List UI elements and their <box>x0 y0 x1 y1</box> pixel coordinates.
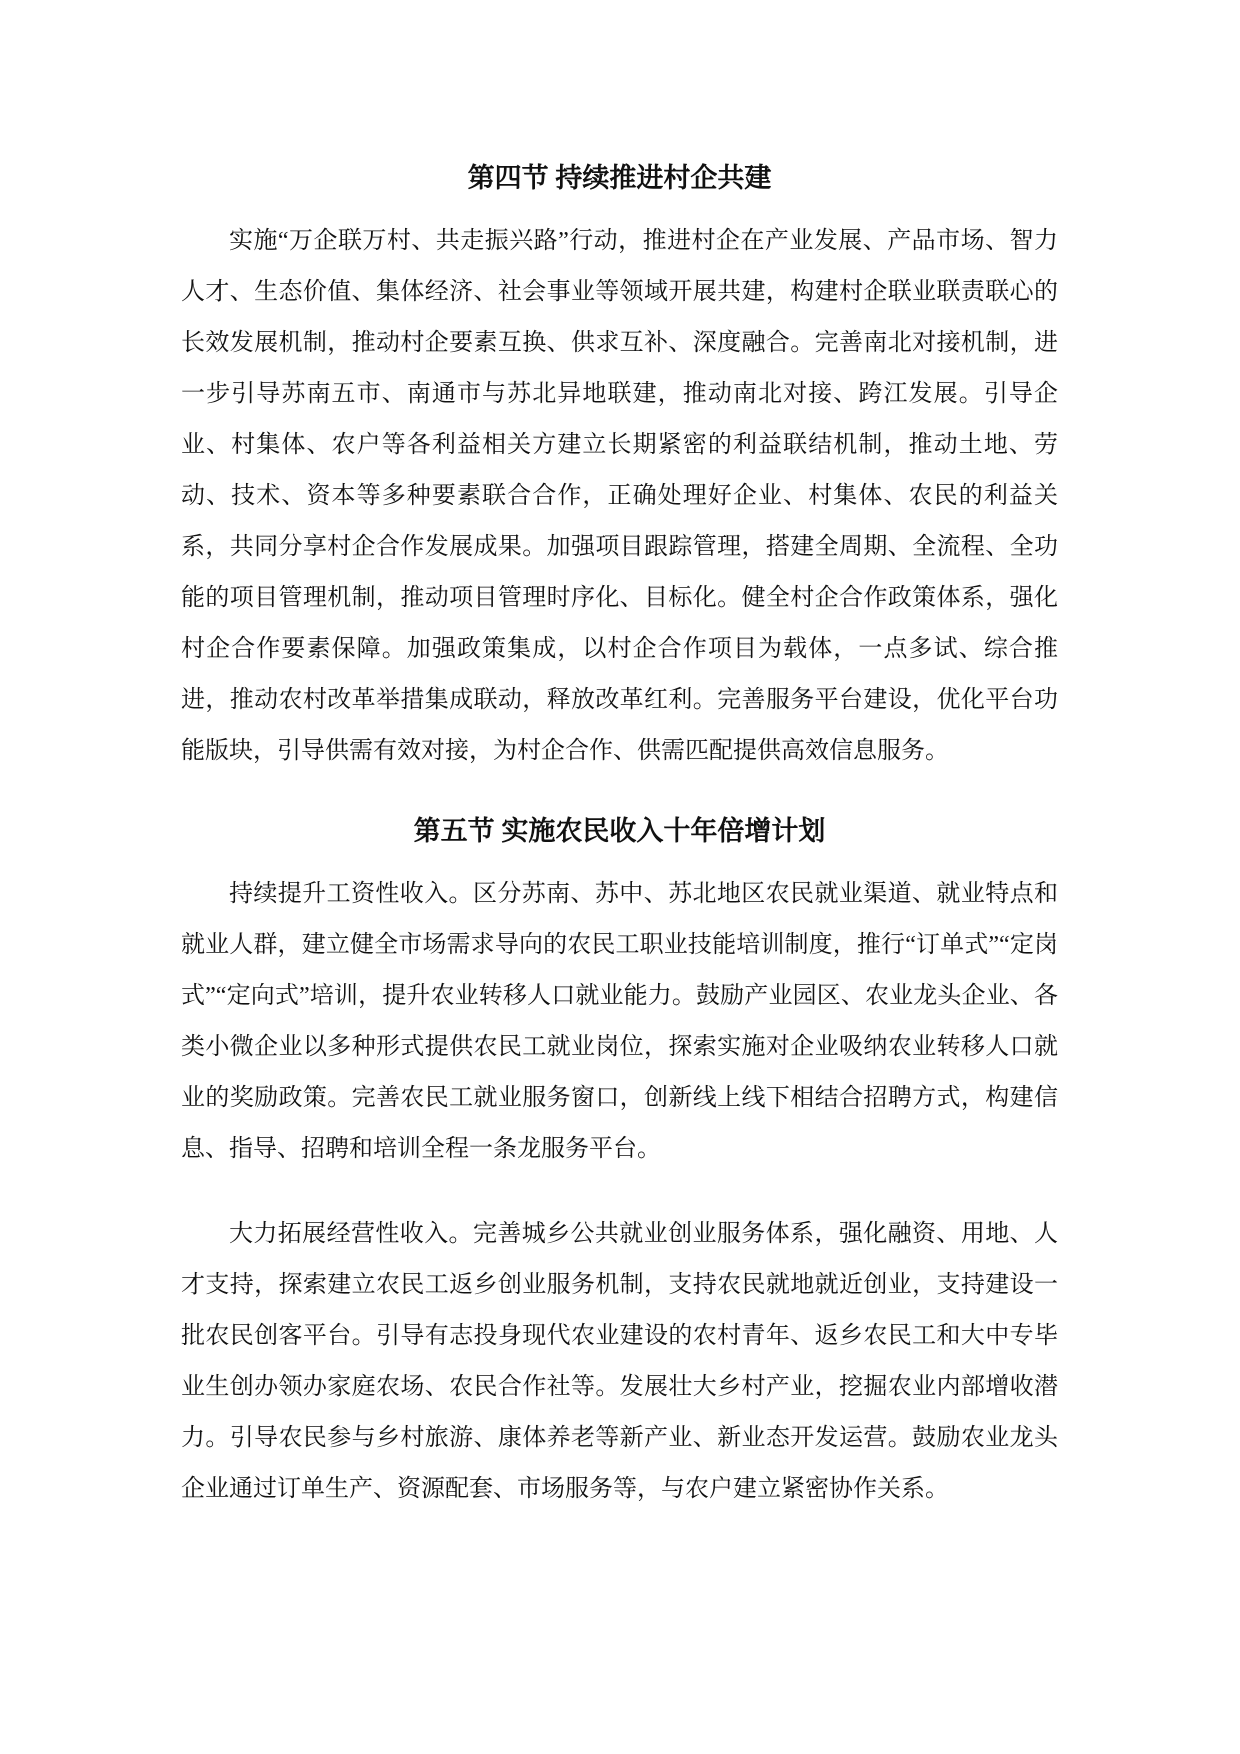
section-heading-4: 第四节 持续推进村企共建 <box>467 163 772 193</box>
body-paragraph: 大力拓展经营性收入。完善城乡公共就业创业服务体系，强化融资、用地、人才支持，探索建立农民工返乡创业服务机制，支持农民就地就近创业，支持建设一批农民创客平台。引导有志投身现代农业建设的农村青年、返乡农民工和大中专毕业生创办领办家庭农场、农民合作社等。发展壮大乡村产业，挖掘农业内部增收潜力。引导农民参与乡村旅游、康体养老等新产业、新业态开发运营。鼓励农业龙头企业通过订单生产、资源配套、市场服务等，与农户建立紧密协作关系。 <box>181 1221 1058 1502</box>
document-content <box>181 158 1058 1549</box>
section-heading-5: 第五节 实施农民收入十年倍增计划 <box>413 816 826 846</box>
body-paragraph: 实施“万企联万村、共走振兴路”行动，推进村企在产业发展、产品市场、智力人才、生态价值、集体经济、社会事业等领域开展共建，构建村企联业联责联心的长效发展机制，推动村企要素互换、供求互补、深度融合。完善南北对接机制，进一步引导苏南五市、南通市与苏北异地联建，推动南北对接、跨江发展。引导企业、村集体、农户等各利益相关方建立长期紧密的利益联结机制，推动土地、劳动、技术、资本等多种要素联合合作，正确处理好企业、村集体、农民的利益关系，共同分享村企合作发展成果。加强项目跟踪管理，搭建全周期、全流程、全功能的项目管理机制，推动项目管理时序化、目标化。健全村企合作政策体系，强化村企合作要素保障。加强政策集成，以村企合作项目为载体，一点多试、综合推进，推动农村改革举措集成联动，释放改革红利。完善服务平台建设，优化平台功能版块，引导供需有效对接，为村企合作、供需匹配提供高效信息服务。 <box>181 228 1058 764</box>
body-paragraph: 持续提升工资性收入。区分苏南、苏中、苏北地区农民就业渠道、就业特点和就业人群，建立健全市场需求导向的农民工职业技能培训制度，推行“订单式”“定岗式”“定向式”培训，提升农业转移人口就业能力。鼓励产业园区、农业龙头企业、各类小微企业以多种形式提供农民工就业岗位，探索实施对企业吸纳农业转移人口就业的奖励政策。完善农民工就业服务窗口，创新线上线下相结合招聘方式，构建信息、指导、招聘和培训全程一条龙服务平台。 <box>181 881 1058 1162</box>
